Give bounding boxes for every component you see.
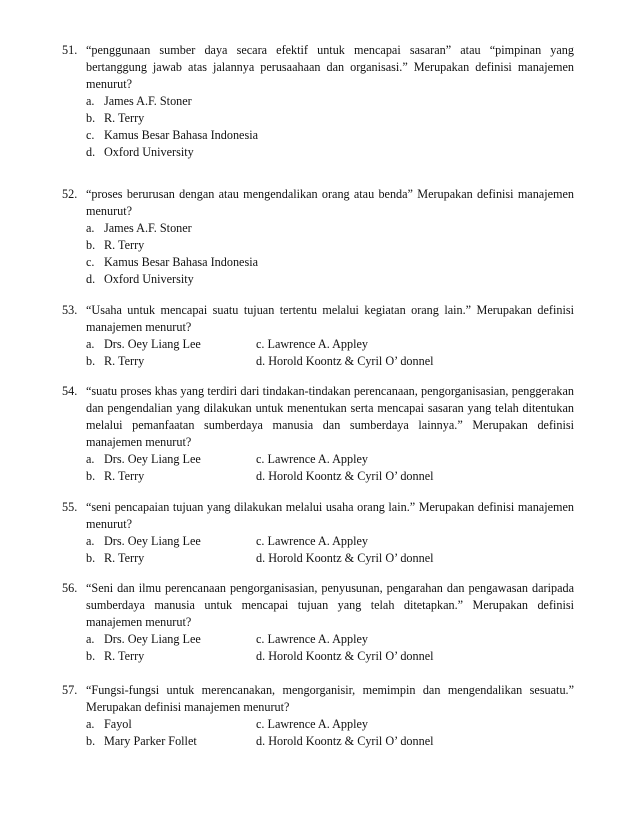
- question-55: [62, 499, 574, 567]
- question-number: 52.: [62, 187, 78, 201]
- question-number: 56.: [62, 581, 78, 595]
- option-row-ac[interactable]: a. Drs. Oey Liang Lee c. Lawrence A. Appley: [86, 452, 369, 466]
- option-b[interactable]: b. R. Terry: [86, 111, 145, 125]
- question-number: 53.: [62, 303, 78, 317]
- question-56: [62, 580, 574, 665]
- option-row-ac[interactable]: a. Drs. Oey Liang Lee c. Lawrence A. Appley: [86, 534, 369, 548]
- option-b[interactable]: b. R. Terry: [86, 238, 145, 252]
- question-51: [62, 42, 574, 161]
- option-a[interactable]: a. James A.F. Stoner: [86, 94, 192, 108]
- option-row-ac[interactable]: a. Drs. Oey Liang Lee c. Lawrence A. Appley: [86, 632, 369, 646]
- option-row-bd[interactable]: b. R. Terry d. Horold Koontz & Cyril O’ donnel: [86, 469, 434, 483]
- question-number: 54.: [62, 384, 78, 398]
- option-c[interactable]: c. Kamus Besar Bahasa Indonesia: [86, 255, 258, 269]
- option-row-bd[interactable]: b. R. Terry d. Horold Koontz & Cyril O’ donnel: [86, 354, 434, 368]
- option-d[interactable]: d. Oxford University: [86, 145, 194, 159]
- question-stem: “seni pencapaian tujuan yang dilakukan melalui usaha orang lain.” Merupakan definisi manajemen menurut?: [86, 500, 574, 531]
- question-stem: “Fungsi-fungsi untuk merencanakan, mengorganisir, memimpin dan mengendalikan sesuatu.” Merupakan definisi manajemen menurut?: [86, 683, 574, 714]
- option-a[interactable]: a. James A.F. Stoner: [86, 221, 192, 235]
- question-52: [62, 186, 574, 288]
- question-stem: “suatu proses khas yang terdiri dari tindakan-tindakan perencanaan, pengorganisasian, penggerakan dan pengendalian yang dilakukan untuk menentukan serta mencapai sasaran yang telah ditentukan melalui pemanfaatan sumberdaya manusia dan sumberdaya lainnya.” Merupakan definisi manajemen menurut?: [86, 384, 574, 449]
- question-number: 51.: [62, 43, 78, 57]
- option-row-bd[interactable]: b. Mary Parker Follet d. Horold Koontz & Cyril O’ donnel: [86, 734, 434, 748]
- question-54: [62, 383, 574, 485]
- question-stem: “Seni dan ilmu perencanaan pengorganisasian, penyusunan, pengarahan dan pengawasan daripada sumberdaya manusia untuk mencapai tujuan yang telah ditetapkan.” Merupakan definisi manajemen menurut?: [86, 581, 574, 629]
- question-stem: “proses berurusan dengan atau mengendalikan orang atau benda” Merupakan definisi manajemen menurut?: [86, 187, 574, 218]
- question-57: [62, 682, 574, 750]
- question-number: 57.: [62, 683, 78, 697]
- option-row-ac[interactable]: a. Drs. Oey Liang Lee c. Lawrence A. Appley: [86, 337, 369, 351]
- question-53: [62, 302, 574, 370]
- option-row-ac[interactable]: a. Fayol c. Lawrence A. Appley: [86, 717, 369, 731]
- question-stem: “Usaha untuk mencapai suatu tujuan tertentu melalui kegiatan orang lain.” Merupakan definisi manajemen menurut?: [86, 303, 574, 334]
- question-number: 55.: [62, 500, 78, 514]
- option-row-bd[interactable]: b. R. Terry d. Horold Koontz & Cyril O’ donnel: [86, 649, 434, 663]
- question-stem: “penggunaan sumber daya secara efektif untuk mencapai sasaran” atau “pimpinan yang bertanggung jawab atas jalannya perusaahaan dan organisasi.” Merupakan definisi manajemen menurut?: [86, 43, 574, 91]
- option-row-bd[interactable]: b. R. Terry d. Horold Koontz & Cyril O’ donnel: [86, 551, 434, 565]
- option-c[interactable]: c. Kamus Besar Bahasa Indonesia: [86, 128, 258, 142]
- option-d[interactable]: d. Oxford University: [86, 272, 194, 286]
